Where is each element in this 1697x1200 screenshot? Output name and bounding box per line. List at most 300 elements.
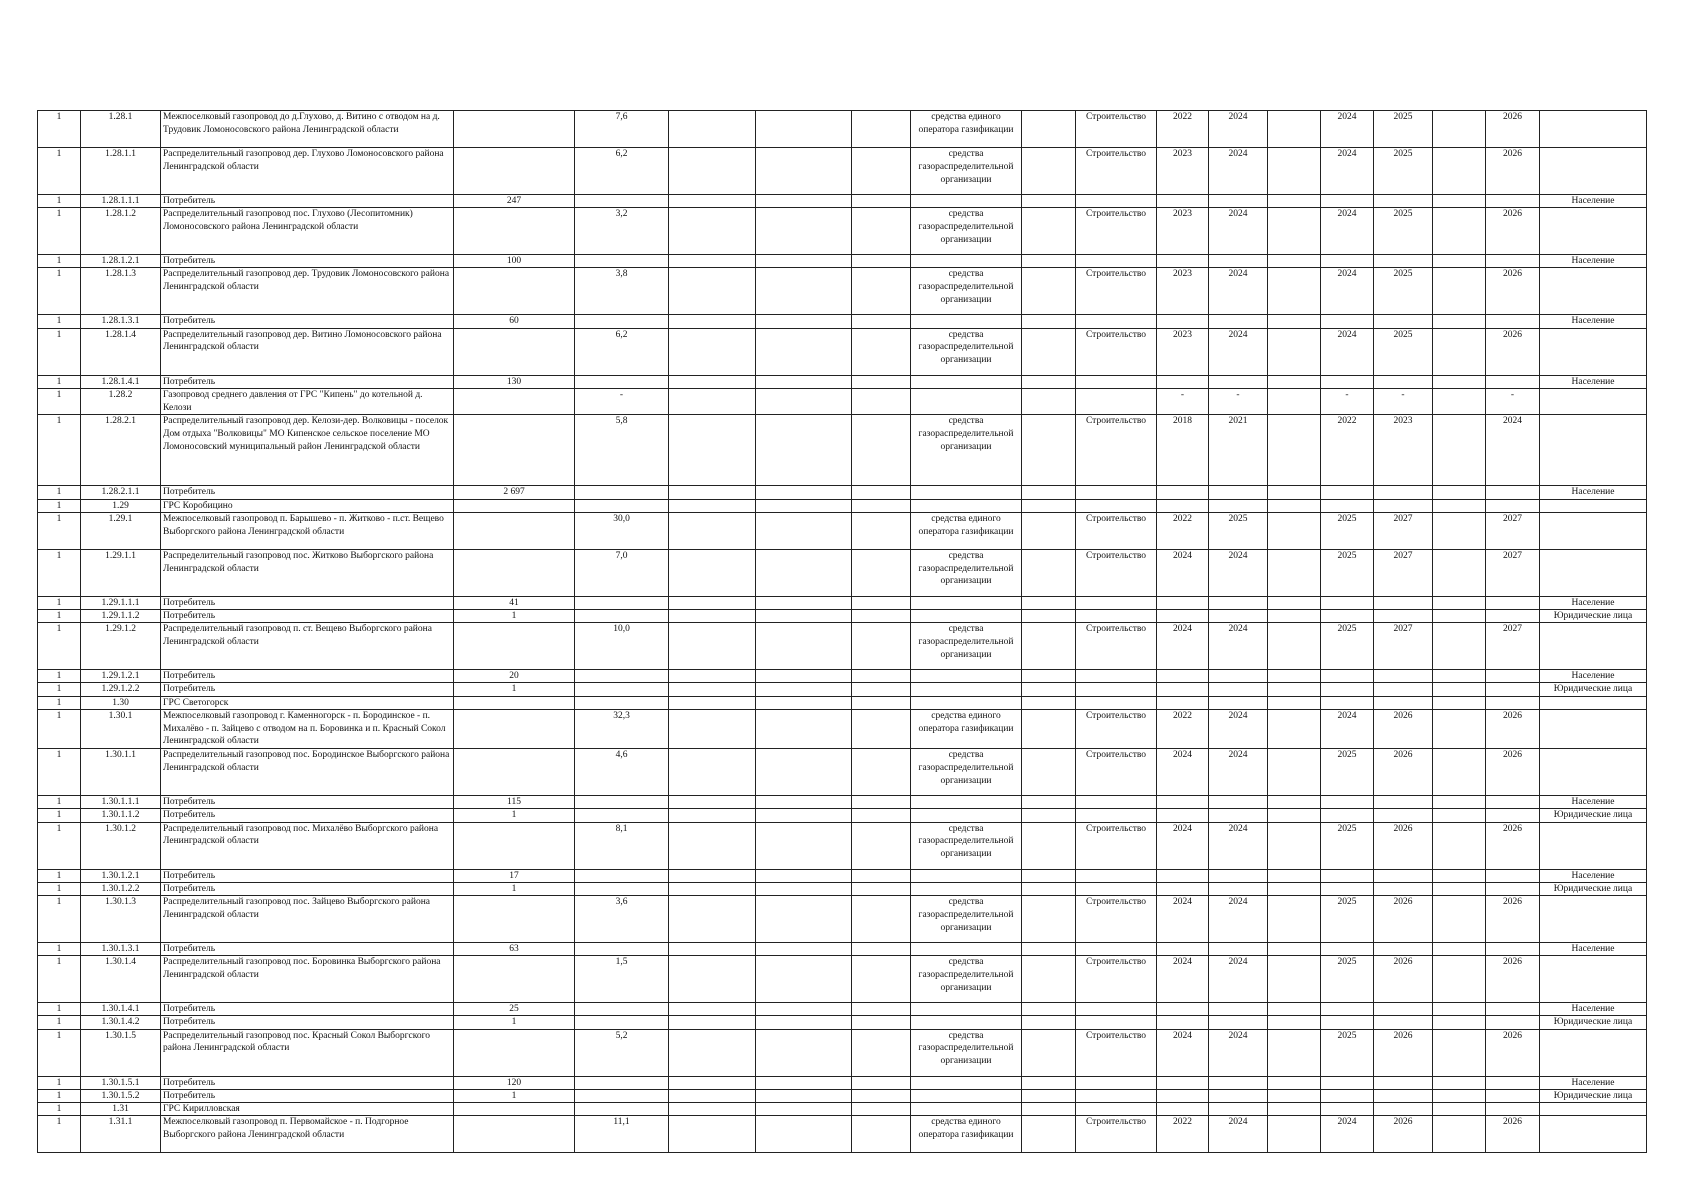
col6-cell xyxy=(669,596,756,609)
year-a-cell: 2024 xyxy=(1321,709,1374,748)
year-c-cell: - xyxy=(1486,388,1540,415)
col17-cell xyxy=(1433,148,1486,195)
name-cell: Потребитель xyxy=(161,610,454,623)
number-cell: 1.31.1 xyxy=(81,1116,161,1153)
region-cell: 1 xyxy=(38,268,81,315)
funding-cell: средства газораспределительной организации xyxy=(911,268,1022,315)
region-cell: 1 xyxy=(38,1029,81,1076)
number-cell: 1.30.1.5.1 xyxy=(81,1076,161,1089)
col6-cell xyxy=(669,749,756,796)
col8-cell xyxy=(852,208,911,255)
col10-cell xyxy=(1022,328,1076,375)
col7-cell xyxy=(756,696,852,709)
funding-cell: средства газораспределительной организации xyxy=(911,896,1022,943)
col6-cell xyxy=(669,388,756,415)
col8-cell xyxy=(852,882,911,895)
category-cell: Население xyxy=(1540,255,1647,268)
length-cell xyxy=(575,943,669,956)
consumer-row xyxy=(38,375,1647,388)
year-a-cell xyxy=(1321,869,1374,882)
year-b-cell: 2027 xyxy=(1374,549,1433,596)
consumers-cell: 41 xyxy=(454,596,575,609)
col7-cell xyxy=(756,956,852,1003)
start-year-cell: 2023 xyxy=(1157,268,1209,315)
funding-cell xyxy=(911,943,1022,956)
start-year-cell xyxy=(1157,796,1209,809)
name-cell: Распределительный газопровод пос. Бородинское Выборгского района Ленинградской области xyxy=(161,749,454,796)
year-b-cell xyxy=(1374,670,1433,683)
work-type-cell xyxy=(1076,610,1157,623)
work-type-cell xyxy=(1076,255,1157,268)
col17-cell xyxy=(1433,943,1486,956)
funding-cell: средства газораспределительной организации xyxy=(911,549,1022,596)
col10-cell xyxy=(1022,683,1076,696)
work-type-cell xyxy=(1076,1003,1157,1016)
funding-cell xyxy=(911,809,1022,822)
category-cell: Население xyxy=(1540,375,1647,388)
consumers-cell xyxy=(454,499,575,512)
category-cell: Население xyxy=(1540,1076,1647,1089)
col8-cell xyxy=(852,499,911,512)
col6-cell xyxy=(669,195,756,208)
year-c-cell: 2027 xyxy=(1486,512,1540,549)
length-cell: 5,2 xyxy=(575,1029,669,1076)
name-cell: Потребитель xyxy=(161,796,454,809)
region-cell: 1 xyxy=(38,1076,81,1089)
work-type-cell: Строительство xyxy=(1076,623,1157,670)
col14-cell xyxy=(1268,111,1321,148)
col10-cell xyxy=(1022,809,1076,822)
col8-cell xyxy=(852,388,911,415)
length-cell: 10,0 xyxy=(575,623,669,670)
col6-cell xyxy=(669,683,756,696)
category-cell: Юридические лица xyxy=(1540,1089,1647,1102)
name-cell: ГРС Кирилловская xyxy=(161,1103,454,1116)
year-c-cell xyxy=(1486,499,1540,512)
work-type-cell xyxy=(1076,696,1157,709)
funding-cell: средства газораспределительной организации xyxy=(911,956,1022,1003)
col10-cell xyxy=(1022,1029,1076,1076)
year-c-cell xyxy=(1486,882,1540,895)
funding-cell xyxy=(911,683,1022,696)
number-cell: 1.30.1.1.2 xyxy=(81,809,161,822)
col17-cell xyxy=(1433,268,1486,315)
funding-cell xyxy=(911,1103,1022,1116)
year-c-cell: 2026 xyxy=(1486,111,1540,148)
year-b-cell xyxy=(1374,943,1433,956)
number-cell: 1.28.1 xyxy=(81,111,161,148)
work-type-cell: Строительство xyxy=(1076,549,1157,596)
length-cell xyxy=(575,1076,669,1089)
number-cell: 1.28.1.3 xyxy=(81,268,161,315)
length-cell xyxy=(575,486,669,499)
year-c-cell xyxy=(1486,683,1540,696)
consumer-row xyxy=(38,696,1647,709)
name-cell: Газопровод среднего давления от ГРС "Кипень" до котельной д. Келози xyxy=(161,388,454,415)
col7-cell xyxy=(756,388,852,415)
length-cell xyxy=(575,670,669,683)
pipeline-row xyxy=(38,549,1647,596)
col7-cell xyxy=(756,822,852,869)
gas-pipeline-table xyxy=(37,110,1647,1153)
pipeline-row xyxy=(38,415,1647,486)
region-cell: 1 xyxy=(38,809,81,822)
col17-cell xyxy=(1433,882,1486,895)
col14-cell xyxy=(1268,596,1321,609)
col8-cell xyxy=(852,822,911,869)
category-cell xyxy=(1540,696,1647,709)
col8-cell xyxy=(852,1103,911,1116)
work-type-cell xyxy=(1076,796,1157,809)
col10-cell xyxy=(1022,1003,1076,1016)
start-year-cell: 2024 xyxy=(1157,956,1209,1003)
col6-cell xyxy=(669,415,756,486)
start-year-cell xyxy=(1157,195,1209,208)
number-cell: 1.29.1.2.2 xyxy=(81,683,161,696)
work-type-cell: Строительство xyxy=(1076,111,1157,148)
length-cell: 11,1 xyxy=(575,1116,669,1153)
end-year-cell: 2024 xyxy=(1209,956,1268,1003)
year-c-cell xyxy=(1486,610,1540,623)
start-year-cell: 2024 xyxy=(1157,1029,1209,1076)
year-b-cell: 2026 xyxy=(1374,1116,1433,1153)
year-b-cell xyxy=(1374,1089,1433,1102)
col10-cell xyxy=(1022,1089,1076,1102)
year-b-cell xyxy=(1374,1103,1433,1116)
name-cell: Потребитель xyxy=(161,683,454,696)
year-a-cell: 2024 xyxy=(1321,208,1374,255)
region-cell: 1 xyxy=(38,208,81,255)
col17-cell xyxy=(1433,549,1486,596)
work-type-cell: Строительство xyxy=(1076,328,1157,375)
end-year-cell: 2025 xyxy=(1209,512,1268,549)
length-cell: 32,3 xyxy=(575,709,669,748)
category-cell xyxy=(1540,956,1647,1003)
consumers-cell: 130 xyxy=(454,375,575,388)
length-cell xyxy=(575,1089,669,1102)
col10-cell xyxy=(1022,749,1076,796)
col14-cell xyxy=(1268,268,1321,315)
consumers-cell: 1 xyxy=(454,1089,575,1102)
name-cell: Распределительный газопровод дер. Келози-дер. Волковицы - поселок Дом отдыха "Волковицы" МО Кипенское сельское поселение МО Ломоносовский муниципальный район Ленинградской области xyxy=(161,415,454,486)
col7-cell xyxy=(756,896,852,943)
name-cell: Распределительный газопровод пос. Глухово (Лесопитомник) Ломоносовского района Ленинградской области xyxy=(161,208,454,255)
region-cell: 1 xyxy=(38,315,81,328)
work-type-cell xyxy=(1076,869,1157,882)
funding-cell: средства газораспределительной организации xyxy=(911,148,1022,195)
region-cell: 1 xyxy=(38,512,81,549)
region-cell: 1 xyxy=(38,696,81,709)
category-cell: Население xyxy=(1540,1003,1647,1016)
year-c-cell: 2026 xyxy=(1486,896,1540,943)
end-year-cell xyxy=(1209,1016,1268,1029)
start-year-cell xyxy=(1157,1103,1209,1116)
name-cell: Потребитель xyxy=(161,1016,454,1029)
category-cell xyxy=(1540,1116,1647,1153)
year-b-cell xyxy=(1374,1003,1433,1016)
col14-cell xyxy=(1268,1116,1321,1153)
name-cell: Межпоселковый газопровод п. Первомайское - п. Подгорное Выборгского района Ленинградской области xyxy=(161,1116,454,1153)
year-a-cell xyxy=(1321,255,1374,268)
region-cell: 1 xyxy=(38,148,81,195)
pipeline-row xyxy=(38,956,1647,1003)
year-b-cell xyxy=(1374,499,1433,512)
col14-cell xyxy=(1268,1016,1321,1029)
col17-cell xyxy=(1433,375,1486,388)
col14-cell xyxy=(1268,195,1321,208)
start-year-cell xyxy=(1157,670,1209,683)
col14-cell xyxy=(1268,956,1321,1003)
col6-cell xyxy=(669,1103,756,1116)
category-cell: Население xyxy=(1540,486,1647,499)
number-cell: 1.29 xyxy=(81,499,161,512)
year-a-cell xyxy=(1321,809,1374,822)
start-year-cell: 2022 xyxy=(1157,111,1209,148)
funding-cell xyxy=(911,1016,1022,1029)
category-cell xyxy=(1540,499,1647,512)
consumer-row xyxy=(38,683,1647,696)
start-year-cell: 2024 xyxy=(1157,749,1209,796)
consumer-row xyxy=(38,1103,1647,1116)
start-year-cell xyxy=(1157,315,1209,328)
start-year-cell: 2023 xyxy=(1157,148,1209,195)
year-a-cell xyxy=(1321,882,1374,895)
funding-cell xyxy=(911,696,1022,709)
work-type-cell: Строительство xyxy=(1076,749,1157,796)
col10-cell xyxy=(1022,943,1076,956)
col17-cell xyxy=(1433,822,1486,869)
consumers-cell: 1 xyxy=(454,610,575,623)
number-cell: 1.30.1.2 xyxy=(81,822,161,869)
name-cell: Межпоселковый газопровод до д.Глухово, д. Витино с отводом на д. Трудовик Ломоносовского района Ленинградской области xyxy=(161,111,454,148)
year-a-cell xyxy=(1321,943,1374,956)
year-b-cell xyxy=(1374,796,1433,809)
col14-cell xyxy=(1268,670,1321,683)
year-a-cell: 2024 xyxy=(1321,268,1374,315)
length-cell: 30,0 xyxy=(575,512,669,549)
col6-cell xyxy=(669,486,756,499)
col17-cell xyxy=(1433,315,1486,328)
col8-cell xyxy=(852,809,911,822)
consumers-cell: 1 xyxy=(454,809,575,822)
year-a-cell xyxy=(1321,486,1374,499)
funding-cell xyxy=(911,796,1022,809)
year-c-cell: 2026 xyxy=(1486,1029,1540,1076)
year-b-cell: 2023 xyxy=(1374,415,1433,486)
year-b-cell xyxy=(1374,255,1433,268)
year-c-cell xyxy=(1486,315,1540,328)
year-a-cell xyxy=(1321,1103,1374,1116)
year-c-cell xyxy=(1486,670,1540,683)
col7-cell xyxy=(756,328,852,375)
col10-cell xyxy=(1022,148,1076,195)
year-c-cell xyxy=(1486,195,1540,208)
work-type-cell xyxy=(1076,809,1157,822)
funding-cell xyxy=(911,596,1022,609)
funding-cell: средства единого оператора газификации xyxy=(911,111,1022,148)
name-cell: Потребитель xyxy=(161,869,454,882)
region-cell: 1 xyxy=(38,943,81,956)
end-year-cell xyxy=(1209,1003,1268,1016)
consumer-row xyxy=(38,610,1647,623)
col10-cell xyxy=(1022,1016,1076,1029)
year-a-cell: 2025 xyxy=(1321,549,1374,596)
col17-cell xyxy=(1433,623,1486,670)
work-type-cell xyxy=(1076,683,1157,696)
year-b-cell: 2026 xyxy=(1374,956,1433,1003)
col17-cell xyxy=(1433,208,1486,255)
length-cell xyxy=(575,796,669,809)
col14-cell xyxy=(1268,709,1321,748)
year-c-cell: 2026 xyxy=(1486,148,1540,195)
col14-cell xyxy=(1268,869,1321,882)
consumers-cell xyxy=(454,623,575,670)
col7-cell xyxy=(756,255,852,268)
col17-cell xyxy=(1433,195,1486,208)
col6-cell xyxy=(669,549,756,596)
region-cell: 1 xyxy=(38,111,81,148)
col10-cell xyxy=(1022,956,1076,1003)
start-year-cell xyxy=(1157,882,1209,895)
funding-cell: средства газораспределительной организации xyxy=(911,749,1022,796)
end-year-cell xyxy=(1209,195,1268,208)
col17-cell xyxy=(1433,796,1486,809)
col7-cell xyxy=(756,268,852,315)
col14-cell xyxy=(1268,1103,1321,1116)
consumer-row xyxy=(38,1003,1647,1016)
col10-cell xyxy=(1022,869,1076,882)
col6-cell xyxy=(669,268,756,315)
pipeline-row xyxy=(38,268,1647,315)
funding-cell xyxy=(911,499,1022,512)
col8-cell xyxy=(852,1089,911,1102)
category-cell xyxy=(1540,896,1647,943)
year-b-cell xyxy=(1374,315,1433,328)
col8-cell xyxy=(852,869,911,882)
end-year-cell: 2024 xyxy=(1209,822,1268,869)
year-a-cell: 2025 xyxy=(1321,512,1374,549)
funding-cell xyxy=(911,1089,1022,1102)
work-type-cell: Строительство xyxy=(1076,1116,1157,1153)
length-cell xyxy=(575,1003,669,1016)
end-year-cell xyxy=(1209,1076,1268,1089)
col8-cell xyxy=(852,683,911,696)
work-type-cell xyxy=(1076,388,1157,415)
consumer-row xyxy=(38,255,1647,268)
consumers-cell xyxy=(454,896,575,943)
funding-cell xyxy=(911,1003,1022,1016)
work-type-cell xyxy=(1076,315,1157,328)
number-cell: 1.28.2.1.1 xyxy=(81,486,161,499)
col8-cell xyxy=(852,709,911,748)
col14-cell xyxy=(1268,415,1321,486)
end-year-cell xyxy=(1209,670,1268,683)
name-cell: Распределительный газопровод пос. Зайцево Выборгского района Ленинградской области xyxy=(161,896,454,943)
col10-cell xyxy=(1022,268,1076,315)
work-type-cell: Строительство xyxy=(1076,1029,1157,1076)
name-cell: Потребитель xyxy=(161,195,454,208)
year-c-cell: 2027 xyxy=(1486,549,1540,596)
col7-cell xyxy=(756,415,852,486)
col17-cell xyxy=(1433,670,1486,683)
year-b-cell: 2026 xyxy=(1374,822,1433,869)
col7-cell xyxy=(756,809,852,822)
year-a-cell: 2024 xyxy=(1321,111,1374,148)
year-b-cell xyxy=(1374,195,1433,208)
name-cell: Распределительный газопровод пос. Михалёво Выборгского района Ленинградской области xyxy=(161,822,454,869)
col14-cell xyxy=(1268,623,1321,670)
length-cell xyxy=(575,499,669,512)
length-cell xyxy=(575,610,669,623)
name-cell: Потребитель xyxy=(161,943,454,956)
region-cell: 1 xyxy=(38,255,81,268)
consumer-row xyxy=(38,499,1647,512)
col17-cell xyxy=(1433,1016,1486,1029)
consumers-cell xyxy=(454,749,575,796)
col6-cell xyxy=(669,328,756,375)
col10-cell xyxy=(1022,375,1076,388)
category-cell xyxy=(1540,208,1647,255)
year-c-cell xyxy=(1486,869,1540,882)
length-cell xyxy=(575,1103,669,1116)
region-cell: 1 xyxy=(38,610,81,623)
consumer-row xyxy=(38,195,1647,208)
col14-cell xyxy=(1268,1089,1321,1102)
col17-cell xyxy=(1433,896,1486,943)
col14-cell xyxy=(1268,255,1321,268)
year-b-cell xyxy=(1374,696,1433,709)
col7-cell xyxy=(756,869,852,882)
pipeline-row xyxy=(38,111,1647,148)
number-cell: 1.30.1 xyxy=(81,709,161,748)
consumers-cell: 100 xyxy=(454,255,575,268)
col8-cell xyxy=(852,549,911,596)
category-cell: Юридические лица xyxy=(1540,1016,1647,1029)
category-cell xyxy=(1540,268,1647,315)
category-cell: Население xyxy=(1540,195,1647,208)
col8-cell xyxy=(852,1016,911,1029)
col8-cell xyxy=(852,111,911,148)
name-cell: Распределительный газопровод дер. Трудовик Ломоносовского района Ленинградской области xyxy=(161,268,454,315)
col10-cell xyxy=(1022,486,1076,499)
end-year-cell xyxy=(1209,1103,1268,1116)
funding-cell xyxy=(911,1076,1022,1089)
end-year-cell: 2024 xyxy=(1209,148,1268,195)
col6-cell xyxy=(669,809,756,822)
year-b-cell: 2025 xyxy=(1374,111,1433,148)
pipeline-row xyxy=(38,208,1647,255)
col17-cell xyxy=(1433,111,1486,148)
end-year-cell: 2024 xyxy=(1209,328,1268,375)
funding-cell: средства газораспределительной организации xyxy=(911,208,1022,255)
consumers-cell xyxy=(454,956,575,1003)
consumer-row xyxy=(38,796,1647,809)
year-c-cell xyxy=(1486,375,1540,388)
category-cell xyxy=(1540,749,1647,796)
region-cell: 1 xyxy=(38,670,81,683)
number-cell: 1.30.1.2.1 xyxy=(81,869,161,882)
year-a-cell: 2025 xyxy=(1321,1029,1374,1076)
start-year-cell xyxy=(1157,255,1209,268)
col6-cell xyxy=(669,956,756,1003)
year-a-cell xyxy=(1321,1089,1374,1102)
number-cell: 1.30.1.1.1 xyxy=(81,796,161,809)
col17-cell xyxy=(1433,388,1486,415)
col14-cell xyxy=(1268,1029,1321,1076)
year-b-cell: 2027 xyxy=(1374,512,1433,549)
number-cell: 1.29.1.1 xyxy=(81,549,161,596)
funding-cell: средства единого оператора газификации xyxy=(911,512,1022,549)
